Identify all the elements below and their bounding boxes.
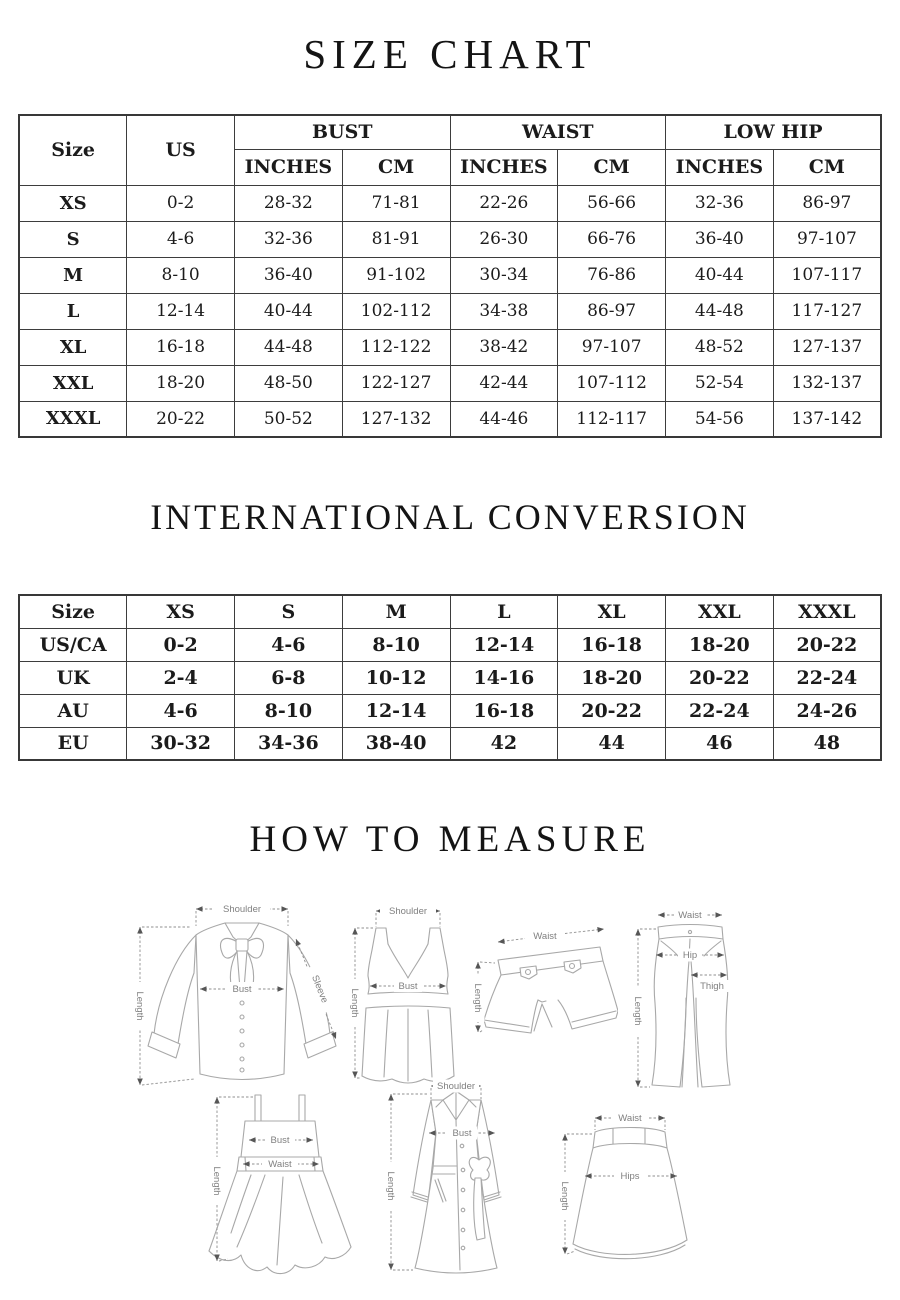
- cell: 44-46: [450, 401, 558, 437]
- dress-drawing: [209, 1095, 351, 1274]
- unit-header: CM: [773, 149, 881, 185]
- table-header-row: [19, 595, 881, 628]
- unit-header: CM: [342, 149, 450, 185]
- cell: 132-137: [773, 365, 881, 401]
- cell: 34-38: [450, 293, 558, 329]
- pants-hip-label: Hip: [682, 950, 698, 961]
- shorts-waist-label: Waist: [533, 931, 557, 942]
- cell: 52-54: [666, 365, 774, 401]
- figure-pants: [628, 903, 753, 1093]
- cell: 16-18: [558, 628, 666, 661]
- skirt-drawing: [573, 1128, 687, 1259]
- cell: 6-8: [235, 661, 343, 694]
- cell: 46: [666, 727, 774, 760]
- cell: 107-117: [773, 257, 881, 293]
- region-label: EU: [19, 727, 127, 760]
- cell: 20-22: [773, 628, 881, 661]
- cell: 20-22: [127, 401, 235, 437]
- measurement-figures: [0, 878, 900, 1300]
- table-row: [19, 221, 881, 257]
- cell: 127-132: [342, 401, 450, 437]
- cell: 12-14: [127, 293, 235, 329]
- international-conversion-table: [18, 594, 882, 761]
- cell: 14-16: [450, 661, 558, 694]
- blouse-sleeve-label: Sleeve: [309, 973, 331, 1005]
- cell: 107-112: [558, 365, 666, 401]
- table-row: [19, 329, 881, 365]
- dress-length-label: Length: [211, 1166, 222, 1196]
- skirt-waist-label: Waist: [618, 1113, 642, 1124]
- cell: 36-40: [235, 257, 343, 293]
- us-column-header: US: [127, 115, 235, 185]
- cell: 38-40: [342, 727, 450, 760]
- header-cell: L: [450, 595, 558, 628]
- cell: 56-66: [558, 185, 666, 221]
- cell: 86-97: [558, 293, 666, 329]
- table-row: [19, 365, 881, 401]
- how-to-measure-title: HOW TO MEASURE: [249, 819, 651, 860]
- dress-sketch: [195, 1085, 380, 1277]
- pants-length-label: Length: [632, 996, 643, 1026]
- size-label: L: [19, 293, 127, 329]
- region-label: US/CA: [19, 628, 127, 661]
- col-group-low-hip: LOW HIP: [666, 115, 882, 149]
- col-group-waist: WAIST: [450, 115, 666, 149]
- tank-bust-label: Bust: [398, 981, 418, 992]
- cell: 97-107: [773, 221, 881, 257]
- cell: 0-2: [127, 185, 235, 221]
- cell: 26-30: [450, 221, 558, 257]
- dress-waist-label: Waist: [268, 1159, 292, 1170]
- pants-thigh-label: Thigh: [700, 981, 724, 992]
- cell: 28-32: [235, 185, 343, 221]
- pants-waist-label: Waist: [678, 910, 702, 921]
- unit-header: INCHES: [450, 149, 558, 185]
- unit-header: INCHES: [666, 149, 774, 185]
- cell: 127-137: [773, 329, 881, 365]
- cell: 2-4: [127, 661, 235, 694]
- header-cell: XL: [558, 595, 666, 628]
- cell: 117-127: [773, 293, 881, 329]
- cell: 48-50: [235, 365, 343, 401]
- cell: 122-127: [342, 365, 450, 401]
- blouse-length-label: Length: [134, 991, 145, 1021]
- cell: 20-22: [558, 694, 666, 727]
- size-label: XXL: [19, 365, 127, 401]
- figure-skirt: [555, 1106, 705, 1266]
- table-row: [19, 694, 881, 727]
- cell: 32-36: [666, 185, 774, 221]
- cell: 40-44: [235, 293, 343, 329]
- cell: 4-6: [127, 221, 235, 257]
- blouse-sketch: [128, 893, 360, 1100]
- table-row: [19, 257, 881, 293]
- cell: 36-40: [666, 221, 774, 257]
- cell: 8-10: [127, 257, 235, 293]
- cell: 44-48: [666, 293, 774, 329]
- table-row: [19, 401, 881, 437]
- skirt-length-label: Length: [559, 1181, 570, 1211]
- cell: 102-112: [342, 293, 450, 329]
- cell: 4-6: [127, 694, 235, 727]
- cell: 4-6: [235, 628, 343, 661]
- cell: 48-52: [666, 329, 774, 365]
- col-group-bust: BUST: [235, 115, 451, 149]
- header-cell: XS: [127, 595, 235, 628]
- cell: 97-107: [558, 329, 666, 365]
- cell: 22-26: [450, 185, 558, 221]
- cell: 22-24: [666, 694, 774, 727]
- tank-shoulder-label: Shoulder: [388, 906, 428, 917]
- cell: 44-48: [235, 329, 343, 365]
- table-row: [19, 185, 881, 221]
- cell: 34-36: [235, 727, 343, 760]
- international-conversion-title: INTERNATIONAL CONVERSION: [150, 497, 750, 537]
- dress-bust-label: Bust: [270, 1135, 290, 1146]
- cell: 0-2: [127, 628, 235, 661]
- tank-length-label: Length: [349, 988, 360, 1018]
- unit-header: INCHES: [235, 149, 343, 185]
- size-chart-table: [18, 114, 882, 438]
- cell: 10-12: [342, 661, 450, 694]
- table-row: [19, 628, 881, 661]
- size-label: XXXL: [19, 401, 127, 437]
- cell: 86-97: [773, 185, 881, 221]
- cell: 40-44: [666, 257, 774, 293]
- cell: 66-76: [558, 221, 666, 257]
- cell: 137-142: [773, 401, 881, 437]
- cell: 18-20: [666, 628, 774, 661]
- cell: 30-34: [450, 257, 558, 293]
- tank-top-sketch: [348, 898, 468, 1088]
- cell: 91-102: [342, 257, 450, 293]
- cell: 76-86: [558, 257, 666, 293]
- blouse-bust-label: Bust: [232, 984, 252, 995]
- header-cell: XXL: [666, 595, 774, 628]
- figure-blouse: [128, 893, 360, 1100]
- cell: 20-22: [666, 661, 774, 694]
- unit-header: CM: [558, 149, 666, 185]
- size-chart-title: SIZE CHART: [303, 31, 597, 77]
- header-cell: S: [235, 595, 343, 628]
- shorts-drawing: [484, 947, 618, 1033]
- coat-bust-label: Bust: [452, 1128, 472, 1139]
- header-cell: XXXL: [773, 595, 881, 628]
- coat-sketch: [383, 1078, 528, 1278]
- skirt-hips-label: Hips: [620, 1171, 640, 1182]
- cell: 44: [558, 727, 666, 760]
- cell: 30-32: [127, 727, 235, 760]
- cell: 48: [773, 727, 881, 760]
- table-row: [19, 727, 881, 760]
- cell: 42-44: [450, 365, 558, 401]
- cell: 16-18: [127, 329, 235, 365]
- cell: 71-81: [342, 185, 450, 221]
- blouse-shoulder-label: Shoulder: [222, 904, 262, 915]
- size-label: XS: [19, 185, 127, 221]
- cell: 38-42: [450, 329, 558, 365]
- pants-sketch: [628, 903, 753, 1093]
- cell: 22-24: [773, 661, 881, 694]
- shorts-sketch: [468, 920, 618, 1060]
- region-label: AU: [19, 694, 127, 727]
- figure-dress: [195, 1085, 380, 1277]
- cell: 24-26: [773, 694, 881, 727]
- blouse-drawing: [148, 923, 336, 1080]
- coat-drawing: [411, 1091, 501, 1273]
- cell: 112-117: [558, 401, 666, 437]
- cell: 18-20: [558, 661, 666, 694]
- figure-coat: [383, 1078, 528, 1278]
- size-label: S: [19, 221, 127, 257]
- region-label: UK: [19, 661, 127, 694]
- size-label: M: [19, 257, 127, 293]
- cell: 8-10: [342, 628, 450, 661]
- skirt-sketch: [555, 1106, 705, 1266]
- size-column-header: Size: [19, 115, 127, 185]
- cell: 112-122: [342, 329, 450, 365]
- table-row: [19, 661, 881, 694]
- header-cell: M: [342, 595, 450, 628]
- cell: 8-10: [235, 694, 343, 727]
- cell: 81-91: [342, 221, 450, 257]
- cell: 12-14: [342, 694, 450, 727]
- cell: 32-36: [235, 221, 343, 257]
- figure-shorts: [468, 920, 618, 1060]
- cell: 50-52: [235, 401, 343, 437]
- cell: 54-56: [666, 401, 774, 437]
- coat-length-label: Length: [385, 1171, 396, 1201]
- cell: 12-14: [450, 628, 558, 661]
- table-header-row: [19, 115, 881, 149]
- figure-tank-top: [348, 898, 468, 1088]
- header-cell: Size: [19, 595, 127, 628]
- cell: 16-18: [450, 694, 558, 727]
- cell: 18-20: [127, 365, 235, 401]
- tank-top-drawing: [362, 928, 454, 1083]
- size-label: XL: [19, 329, 127, 365]
- coat-shoulder-label: Shoulder: [436, 1081, 476, 1092]
- table-row: [19, 293, 881, 329]
- cell: 42: [450, 727, 558, 760]
- shorts-length-label: Length: [472, 983, 483, 1013]
